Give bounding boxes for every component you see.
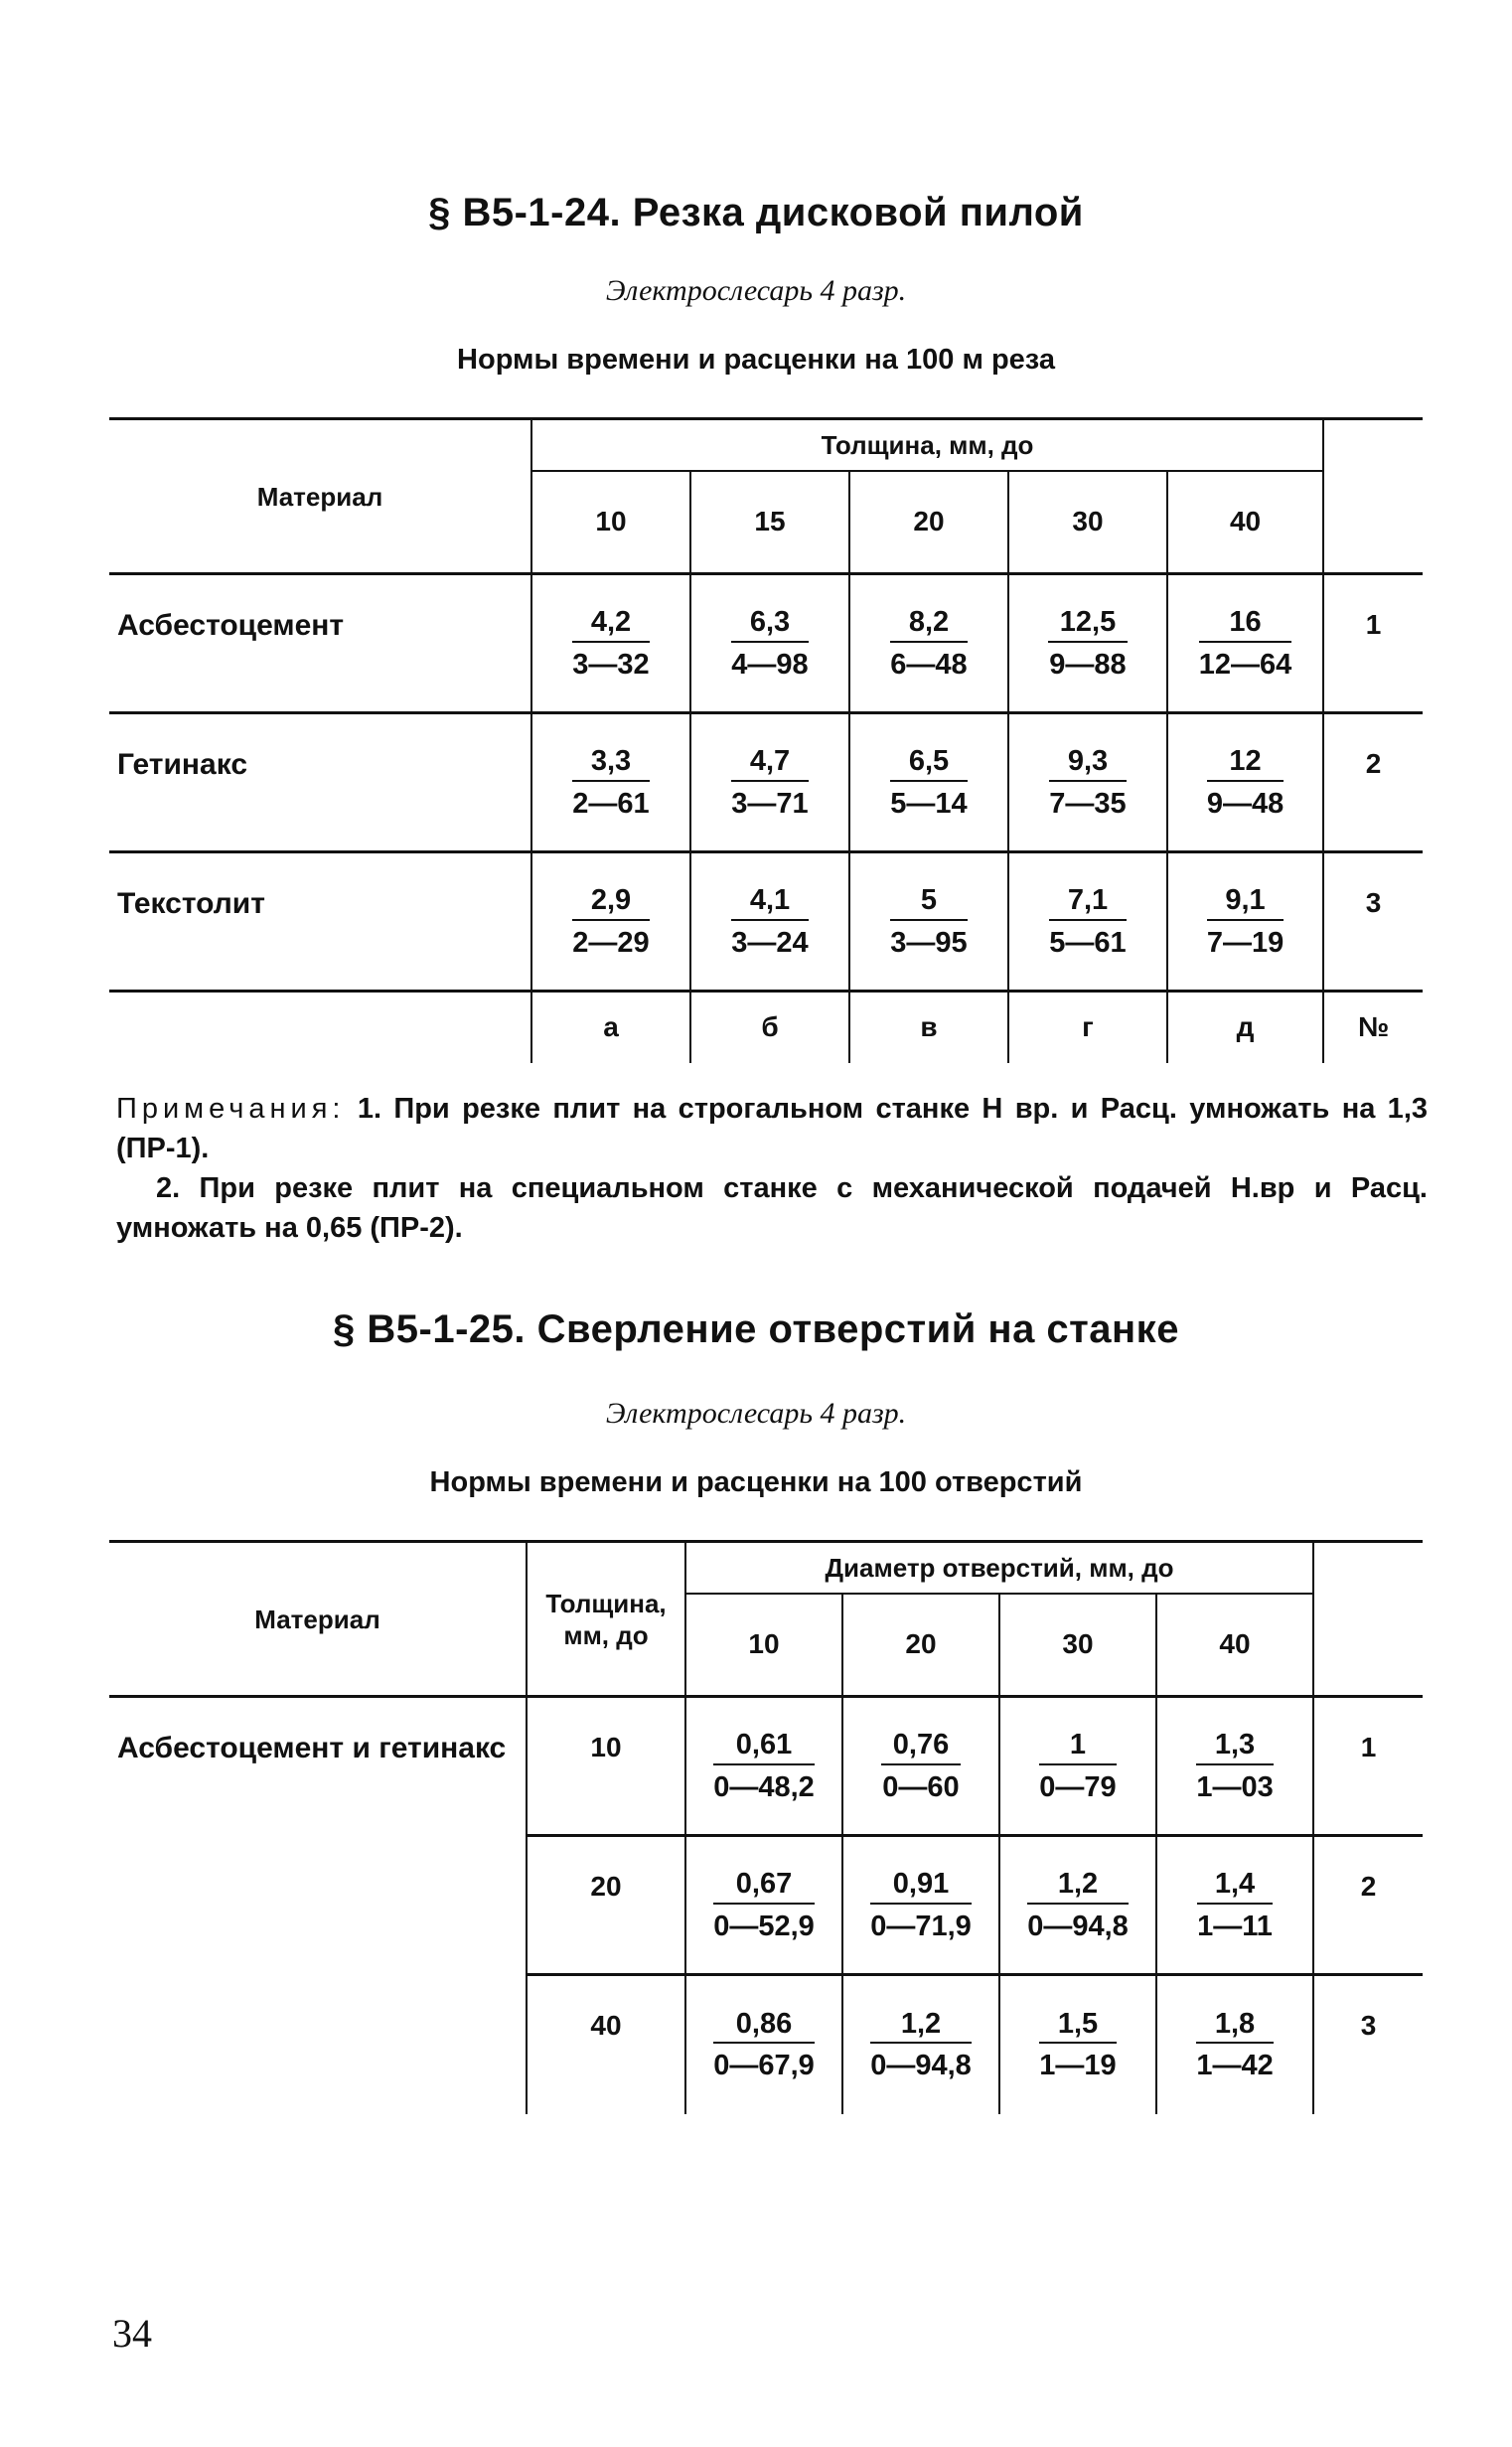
rate-cell: $\frac{1,8}{1—42}$: [1156, 1975, 1313, 2114]
header-diameter: Диаметр отверстий, мм, до: [685, 1542, 1313, 1594]
row-number: 1: [1323, 574, 1423, 713]
header-thickness: Толщина, мм, до: [527, 1542, 685, 1697]
row-number: 3: [1313, 1975, 1423, 2114]
num-label: №: [1323, 992, 1423, 1063]
rate-cell: $\frac{0,86}{0—67,9}$: [685, 1975, 842, 2114]
section2-norms-title: Нормы времени и расценки на 100 отверстий: [429, 1466, 1083, 1498]
header-material: Материал: [109, 419, 531, 574]
material-blank: [109, 1975, 527, 2114]
section1-worker: Электрослесарь 4 разр.: [605, 274, 907, 307]
rate-cell: $\frac{8,2}{6—48}$: [849, 574, 1008, 713]
header-blank: [1323, 471, 1423, 574]
section2-worker: Электрослесарь 4 разр.: [605, 1397, 907, 1430]
material-name: Текстолит: [109, 852, 531, 992]
thickness-value: 10: [527, 1697, 685, 1836]
material-name: Асбестоцемент: [109, 574, 531, 713]
rate-cell: $\frac{5}{3—95}$: [849, 852, 1008, 992]
col-header: 10: [685, 1594, 842, 1697]
col-letter: г: [1008, 992, 1167, 1063]
page-number: 34: [112, 2311, 152, 2356]
rate-cell: $\frac{7,1}{5—61}$: [1008, 852, 1167, 992]
col-header: 30: [1008, 471, 1167, 574]
rate-cell: $\frac{1,3}{1—03}$: [1156, 1697, 1313, 1836]
row-number: 2: [1313, 1836, 1423, 1975]
row-number: 3: [1323, 852, 1423, 992]
table-row: [109, 713, 1423, 852]
rate-cell: $\frac{0,67}{0—52,9}$: [685, 1836, 842, 1975]
col-header: 30: [999, 1594, 1156, 1697]
section1-table: [109, 417, 1423, 1063]
col-header: 40: [1156, 1594, 1313, 1697]
rate-cell: $\frac{2,9}{2—29}$: [531, 852, 690, 992]
section1-title: § В5-1-24. Резка дисковой пилой: [428, 191, 1084, 234]
rate-cell: $\frac{1,4}{1—11}$: [1156, 1836, 1313, 1975]
table-footer: [109, 992, 1423, 1063]
col-letter: д: [1167, 992, 1323, 1063]
rate-cell: $\frac{12}{9—48}$: [1167, 713, 1323, 852]
rate-cell: $\frac{1}{0—79}$: [999, 1697, 1156, 1836]
section2-title: § В5-1-25. Сверление отверстий на станке: [333, 1307, 1179, 1351]
material-blank: [109, 1836, 527, 1975]
note-2: 2. При резке плит на специальном станке с механической подачей Н.вр и Расц. умножать на 0,65 (ПР-2).: [116, 1172, 1428, 1244]
col-letter: б: [690, 992, 849, 1063]
rate-cell: $\frac{4,7}{3—71}$: [690, 713, 849, 852]
col-header: 15: [690, 471, 849, 574]
rate-cell: $\frac{0,76}{0—60}$: [842, 1697, 999, 1836]
thickness-value: 20: [527, 1836, 685, 1975]
material-name: Асбестоцемент и гетинакс: [109, 1697, 527, 1836]
header-thickness: Толщина, мм, до: [531, 419, 1323, 471]
table-row: [109, 1697, 1423, 1836]
rate-cell: $\frac{1,2}{0—94,8}$: [842, 1975, 999, 2114]
rate-cell: $\frac{16}{12—64}$: [1167, 574, 1323, 713]
section1-notes: [116, 1089, 1428, 1248]
notes-label: Примечания:: [116, 1093, 346, 1125]
section2-table: [109, 1540, 1423, 2114]
rate-cell: $\frac{12,5}{9—88}$: [1008, 574, 1167, 713]
col-header: 10: [531, 471, 690, 574]
note-1: [116, 1089, 1428, 1168]
rate-cell: $\frac{0,61}{0—48,2}$: [685, 1697, 842, 1836]
rate-cell: $\frac{4,1}{3—24}$: [690, 852, 849, 992]
col-letter: в: [849, 992, 1008, 1063]
material-name: Гетинакс: [109, 713, 531, 852]
rate-cell: $\frac{9,3}{7—35}$: [1008, 713, 1167, 852]
header-material: Материал: [109, 1542, 527, 1697]
rate-cell: $\frac{4,2}{3—32}$: [531, 574, 690, 713]
header-blank: [1323, 419, 1423, 471]
rate-cell: $\frac{1,2}{0—94,8}$: [999, 1836, 1156, 1975]
table-row: [109, 1836, 1423, 1975]
rate-cell: $\frac{0,91}{0—71,9}$: [842, 1836, 999, 1975]
row-number: 1: [1313, 1697, 1423, 1836]
thickness-value: 40: [527, 1975, 685, 2114]
col-header: 20: [849, 471, 1008, 574]
rate-cell: $\frac{6,5}{5—14}$: [849, 713, 1008, 852]
footer-blank: [109, 992, 531, 1063]
section1-norms-title: Нормы времени и расценки на 100 м реза: [457, 344, 1055, 376]
rate-cell: $\frac{1,5}{1—19}$: [999, 1975, 1156, 2114]
rate-cell: $\frac{6,3}{4—98}$: [690, 574, 849, 713]
rate-cell: $\frac{9,1}{7—19}$: [1167, 852, 1323, 992]
col-letter: а: [531, 992, 690, 1063]
header-blank: [1313, 1594, 1423, 1697]
table-row: [109, 852, 1423, 992]
table-row: [109, 1975, 1423, 2114]
note-1-text: 1. При резке плит на строгальном станке Н вр. и Расц. умножать на 1,3 (ПР-1).: [116, 1093, 1428, 1164]
col-header: 40: [1167, 471, 1323, 574]
rate-cell: $\frac{3,3}{2—61}$: [531, 713, 690, 852]
row-number: 2: [1323, 713, 1423, 852]
col-header: 20: [842, 1594, 999, 1697]
table-row: [109, 574, 1423, 713]
header-blank: [1313, 1542, 1423, 1594]
